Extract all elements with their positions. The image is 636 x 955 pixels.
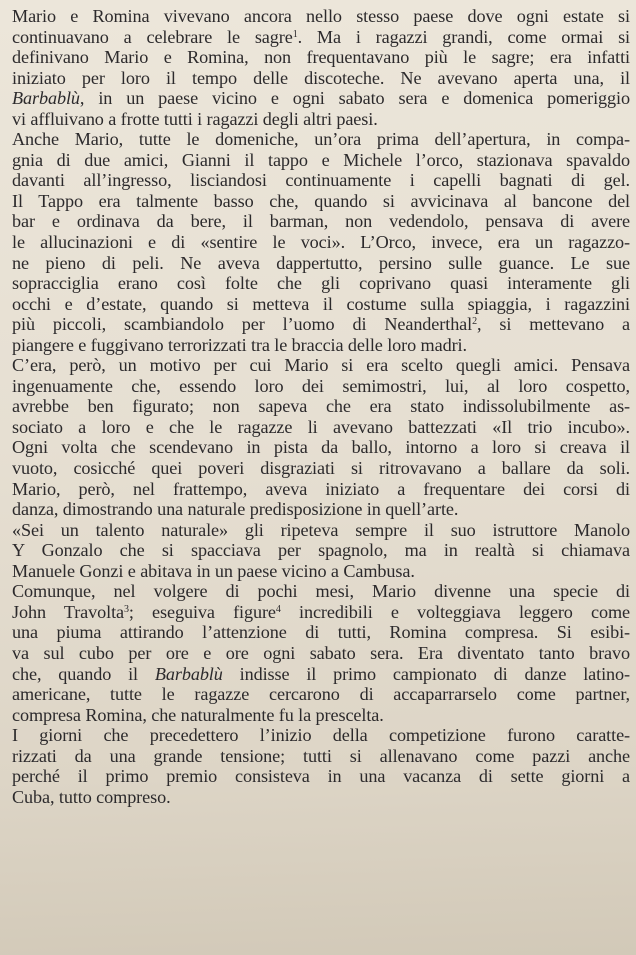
text-line [12, 581, 630, 602]
text-line [12, 6, 630, 27]
text-segment: indisse il primo campionato di danze latino- [222, 663, 630, 684]
text-segment: Comunque, nel volgere di pochi mesi, Mario divenne una specie di [12, 581, 630, 602]
text-segment: Y Gonzalo che si spacciava per spagnolo, ma in realtà si chiamava [12, 540, 630, 561]
text-segment: piangere e fuggivano terrorizzati tra le braccia delle loro madri. [12, 334, 467, 355]
text-segment: definivano Mario e Romina, non frequentavano più le sagre; era infatti [12, 47, 630, 68]
text-line [12, 88, 630, 109]
text-segment: rizzati da una grande tensione; tutti si allenavano come pazzi anche [12, 745, 630, 766]
text-segment: ne pieno di peli. Ne aveva dappertutto, persino sulle guance. Le sue [12, 252, 630, 273]
text-segment: bar e ordinava da bere, il barman, non vedendolo, pensava di avere [12, 211, 630, 232]
text-line [12, 664, 630, 685]
text-line [12, 273, 630, 294]
text-segment: vuoto, cosicché quei poveri disgraziati si ritrovavano a ballare da soli. [12, 458, 630, 479]
text-segment: iniziato per loro il tempo delle discoteche. Ne avevano aperta una, il [12, 67, 630, 88]
text-segment: gnia di due amici, Gianni il tappo e Michele l’orco, stazionava spavaldo [12, 149, 630, 170]
text-line [12, 150, 630, 171]
text-line [12, 191, 630, 212]
text-line [12, 109, 630, 130]
text-segment: ingenuamente che, essendo loro dei semimostri, lui, al loro cospetto, [12, 375, 630, 396]
text-line [12, 27, 630, 48]
text-line [12, 499, 630, 520]
text-line [12, 335, 630, 356]
text-segment: Mario, però, nel frattempo, aveva iniziato a frequentare dei corsi di [12, 478, 630, 499]
text-line [12, 520, 630, 541]
text-segment: va sul cubo per ore e ore ogni sabato sera. Era diventato tanto bravo [12, 642, 630, 663]
text-line [12, 396, 630, 417]
text-line [12, 376, 630, 397]
text-line [12, 232, 630, 253]
footnote-marker: 1 [292, 28, 298, 40]
text-line [12, 766, 630, 787]
text-line [12, 355, 630, 376]
text-segment: sociato a loro e che le ragazze li avevano battezzati «Il trio incubo». [12, 416, 630, 437]
text-line [12, 746, 630, 767]
text-segment: più piccoli, scambiandolo per l’uomo di Neanderthal [12, 314, 473, 335]
text-line [12, 602, 630, 623]
text-segment: sopracciglia erano così folte che gli coprivano quasi interamente gli [12, 273, 630, 294]
text-line [12, 253, 630, 274]
text-segment: John Travolta [12, 601, 124, 622]
page-text [12, 6, 630, 807]
text-segment: Anche Mario, tutte le domeniche, un’ora prima dell’apertura, in compa- [12, 129, 630, 150]
text-line [12, 294, 630, 315]
text-line [12, 47, 630, 68]
text-line [12, 725, 630, 746]
text-segment: davanti all’ingresso, lisciandosi continuamente i capelli bagnati di gel. [12, 170, 630, 191]
text-segment: avrebbe ben figurato; non sapeva che era stato indissolubilmente as- [12, 396, 630, 417]
text-line [12, 643, 630, 664]
text-segment: Cuba, tutto compreso. [12, 786, 171, 807]
text-segment: Manuele Gonzi e abitava in un paese vicino a Cambusa. [12, 560, 415, 581]
text-segment: una piuma attirando l’attenzione di tutti, Romina compresa. Si esibi- [12, 622, 630, 643]
footnote-marker: 3 [124, 603, 129, 615]
text-segment: le allucinazioni e di «sentire le voci». L’Orco, invece, era un ragazzo- [12, 232, 630, 253]
text-segment: , in un paese vicino e ogni sabato sera e domenica pomeriggio [79, 88, 630, 109]
text-segment: occhi e d’estate, quando si metteva il costume sulla spiaggia, i ragazzini [12, 293, 630, 314]
text-line [12, 622, 630, 643]
text-line [12, 705, 630, 726]
text-segment: compresa Romina, che naturalmente fu la prescelta. [12, 704, 384, 725]
text-segment: I giorni che precedettero l’inizio della competizione furono caratte- [12, 725, 630, 746]
text-line [12, 684, 630, 705]
text-segment: perché il primo premio consisteva in una vacanza di sette giorni a [12, 766, 630, 787]
text-line [12, 479, 630, 500]
italic-text: Barbablù [12, 88, 80, 109]
text-segment: Mario e Romina vivevano ancora nello stesso paese dove ogni estate si [12, 6, 630, 26]
text-segment: continuavano a celebrare le sagre [12, 26, 293, 47]
text-segment: . Ma i ragazzi grandi, come ormai si [297, 26, 630, 47]
text-line [12, 129, 630, 150]
text-line [12, 561, 630, 582]
text-segment: americane, tutte le ragazze cercarono di accaparrarselo come partner, [12, 684, 630, 705]
text-segment: incredibili e volteggiava leggero come [280, 601, 630, 622]
text-line [12, 417, 630, 438]
text-line [12, 211, 630, 232]
text-segment: ; eseguiva figure [128, 601, 276, 622]
text-line [12, 787, 630, 808]
text-line [12, 314, 630, 335]
text-segment: Ogni volta che scendevano in pista da ballo, intorno a loro si creava il [12, 437, 630, 458]
text-segment: Il Tappo era talmente basso che, quando si avvicinava al bancone del [12, 190, 630, 211]
text-segment: che, quando il [12, 663, 155, 684]
text-segment: danza, dimostrando una naturale predisposizione in quell’arte. [12, 499, 459, 520]
text-line [12, 68, 630, 89]
text-line [12, 458, 630, 479]
text-segment: C’era, però, un motivo per cui Mario si era scelto quegli amici. Pensava [12, 355, 630, 376]
text-segment: , si mettevano a [477, 314, 630, 335]
text-line [12, 437, 630, 458]
footnote-marker: 2 [472, 316, 478, 328]
italic-text: Barbablù [154, 663, 223, 684]
footnote-marker: 4 [275, 603, 281, 615]
text-segment: vi affluivano a frotte tutti i ragazzi degli altri paesi. [12, 108, 378, 129]
text-line [12, 540, 630, 561]
text-segment: «Sei un talento naturale» gli ripeteva sempre il suo istruttore Manolo [12, 519, 630, 540]
text-line [12, 170, 630, 191]
